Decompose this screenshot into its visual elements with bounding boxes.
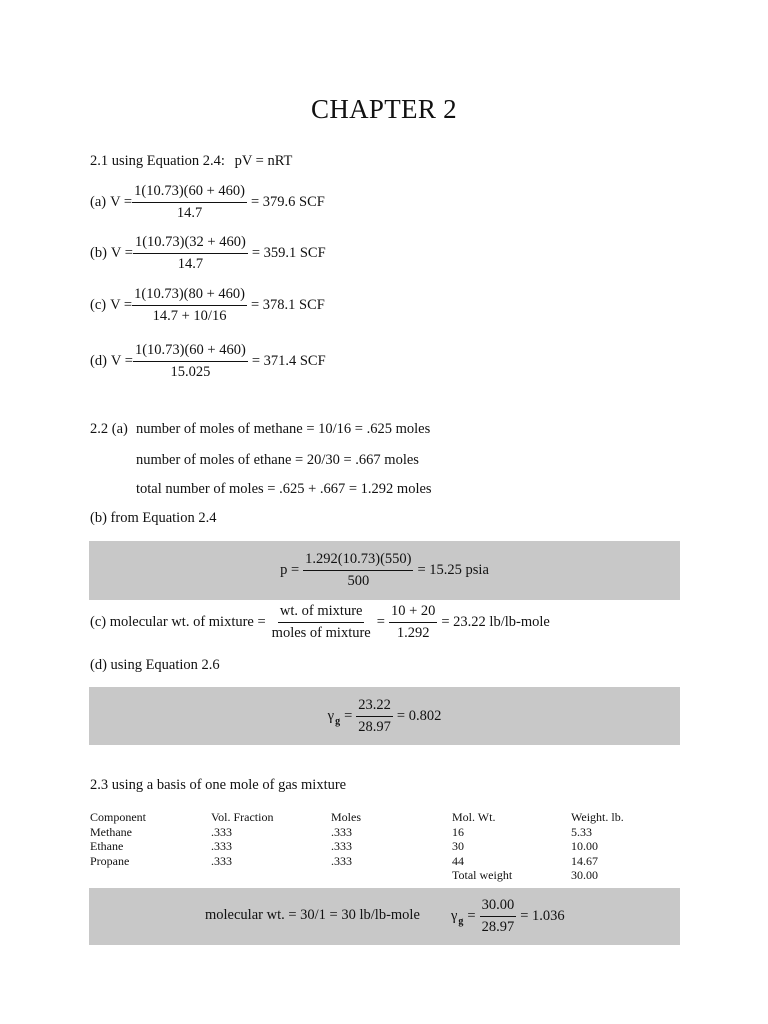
equals-sign: =	[376, 614, 385, 630]
intro-equation: pV = nRT	[234, 153, 293, 169]
table-cell: 5.33	[571, 824, 592, 839]
gravity-equation-box	[89, 687, 680, 745]
equals-sign: =	[344, 707, 353, 724]
pressure-equation	[280, 551, 489, 590]
gamma-symbol: γ	[451, 908, 458, 924]
eq-label: (a)	[90, 194, 107, 210]
numerator: 30.00	[480, 897, 517, 917]
gravity-equation	[328, 697, 442, 736]
eq-lhs: V =	[110, 353, 133, 369]
numerator: 23.22	[356, 697, 393, 717]
eq-result: = 15.25 psia	[417, 562, 489, 578]
eq-result: = 371.4 SCF	[251, 353, 326, 369]
fraction	[303, 551, 413, 590]
table-cell	[211, 868, 331, 883]
numerator: 1(10.73)(60 + 460)	[133, 342, 248, 362]
denominator: 14.7	[176, 205, 203, 221]
numerator: 1.292(10.73)(550)	[303, 551, 413, 571]
moles-ethane-line: number of moles of ethane = 20/30 = .667 moles	[136, 452, 419, 468]
table-cell: 14.67	[571, 853, 598, 868]
table-row	[90, 854, 651, 869]
table-cell: 16	[452, 824, 464, 839]
eq-label: (d)	[90, 353, 107, 369]
total-moles-line: total number of moles = .625 + .667 = 1.292 moles	[136, 481, 432, 497]
mixture-gravity-equation	[451, 888, 565, 945]
chapter-title: CHAPTER 2	[311, 94, 457, 124]
pressure-equation-box	[89, 541, 680, 600]
denominator: 28.97	[358, 718, 391, 735]
fraction	[132, 286, 247, 325]
table-cell: .333	[331, 853, 352, 868]
header-cell: Mol. Wt.	[452, 810, 496, 824]
gamma-subscript: g	[335, 715, 341, 727]
fraction	[133, 234, 248, 273]
table-cell: 10.00	[571, 839, 598, 853]
table-cell: 44	[452, 853, 464, 868]
denominator: 15.025	[170, 364, 211, 380]
denominator: 14.7	[177, 256, 204, 272]
numerator: wt. of mixture	[278, 603, 365, 623]
numerator: 10 + 20	[389, 603, 437, 623]
fraction	[480, 897, 517, 936]
table-cell: Methane	[90, 824, 132, 839]
eq-result: = 0.802	[396, 707, 442, 724]
gamma-symbol: γ	[327, 707, 335, 724]
eq-lhs: V =	[110, 245, 133, 261]
fraction	[132, 183, 247, 222]
equation-d	[90, 342, 326, 381]
molecular-weight-equation	[90, 603, 550, 642]
gamma-subscript: g	[458, 916, 464, 927]
header-cell: Vol. Fraction	[211, 810, 274, 824]
problem-2-3-intro: 2.3 using a basis of one mole of gas mixture	[90, 777, 347, 793]
part-b-label: (b) from Equation 2.4	[90, 510, 217, 526]
eq-result: = 359.1 SCF	[251, 245, 326, 261]
problem-2-1-intro	[90, 153, 292, 170]
eq-result: = 378.1 SCF	[250, 297, 325, 313]
eq-label: (b)	[90, 245, 107, 261]
table-total-row	[90, 868, 651, 883]
fraction-values	[389, 603, 437, 642]
table-cell: Total weight	[452, 868, 513, 882]
fraction	[356, 697, 393, 736]
denominator: 500	[347, 573, 370, 589]
equation-a	[90, 183, 325, 222]
eq-label: (c) molecular wt. of mixture =	[90, 614, 266, 630]
table-cell: .333	[331, 824, 352, 839]
eq-result: = 1.036	[520, 908, 565, 924]
eq-result: = 379.6 SCF	[250, 194, 325, 210]
mixture-result-box	[89, 888, 680, 945]
numerator: 1(10.73)(32 + 460)	[133, 234, 248, 254]
header-cell: Component	[90, 810, 146, 824]
numerator: 1(10.73)(80 + 460)	[132, 286, 247, 306]
mixture-molecular-weight: molecular wt. = 30/1 = 30 lb/lb-mole	[205, 907, 420, 923]
moles-methane-line: number of moles of methane = 10/16 = .625 moles	[136, 421, 431, 437]
header-cell: Moles	[331, 810, 361, 824]
eq-lhs: V =	[110, 194, 133, 210]
denominator: moles of mixture	[271, 625, 371, 641]
table-cell: .333	[211, 824, 232, 839]
fraction	[133, 342, 248, 381]
problem-2-2-label: 2.2 (a)	[90, 421, 128, 437]
table-row	[90, 825, 651, 840]
header-cell: Weight. lb.	[571, 810, 624, 824]
table-cell	[331, 868, 452, 883]
intro-text: 2.1 using Equation 2.4:	[90, 153, 225, 169]
table-cell: Ethane	[90, 839, 124, 853]
numerator: 1(10.73)(60 + 460)	[132, 183, 247, 203]
fraction-words	[270, 603, 373, 642]
table-cell: 30.00	[571, 868, 598, 882]
equation-c	[90, 286, 325, 325]
equation-b	[90, 234, 326, 273]
table-cell	[90, 868, 211, 883]
component-table	[90, 810, 651, 883]
denominator: 14.7 + 10/16	[152, 308, 227, 324]
eq-lhs: p =	[280, 562, 300, 578]
table-header-row	[90, 810, 651, 825]
table-cell: 30	[452, 839, 464, 853]
denominator: 1.292	[396, 625, 430, 641]
table-cell: Propane	[90, 853, 130, 868]
table-cell: .333	[211, 839, 232, 853]
eq-label: (c)	[90, 297, 107, 313]
table-cell: .333	[331, 839, 352, 853]
table-cell: .333	[211, 853, 232, 868]
denominator: 28.97	[481, 919, 515, 935]
eq-lhs: V =	[110, 297, 133, 313]
table-row	[90, 839, 651, 854]
eq-result: = 23.22 lb/lb-mole	[441, 614, 550, 630]
equals-sign: =	[467, 908, 476, 924]
part-d-label: (d) using Equation 2.6	[90, 657, 220, 673]
